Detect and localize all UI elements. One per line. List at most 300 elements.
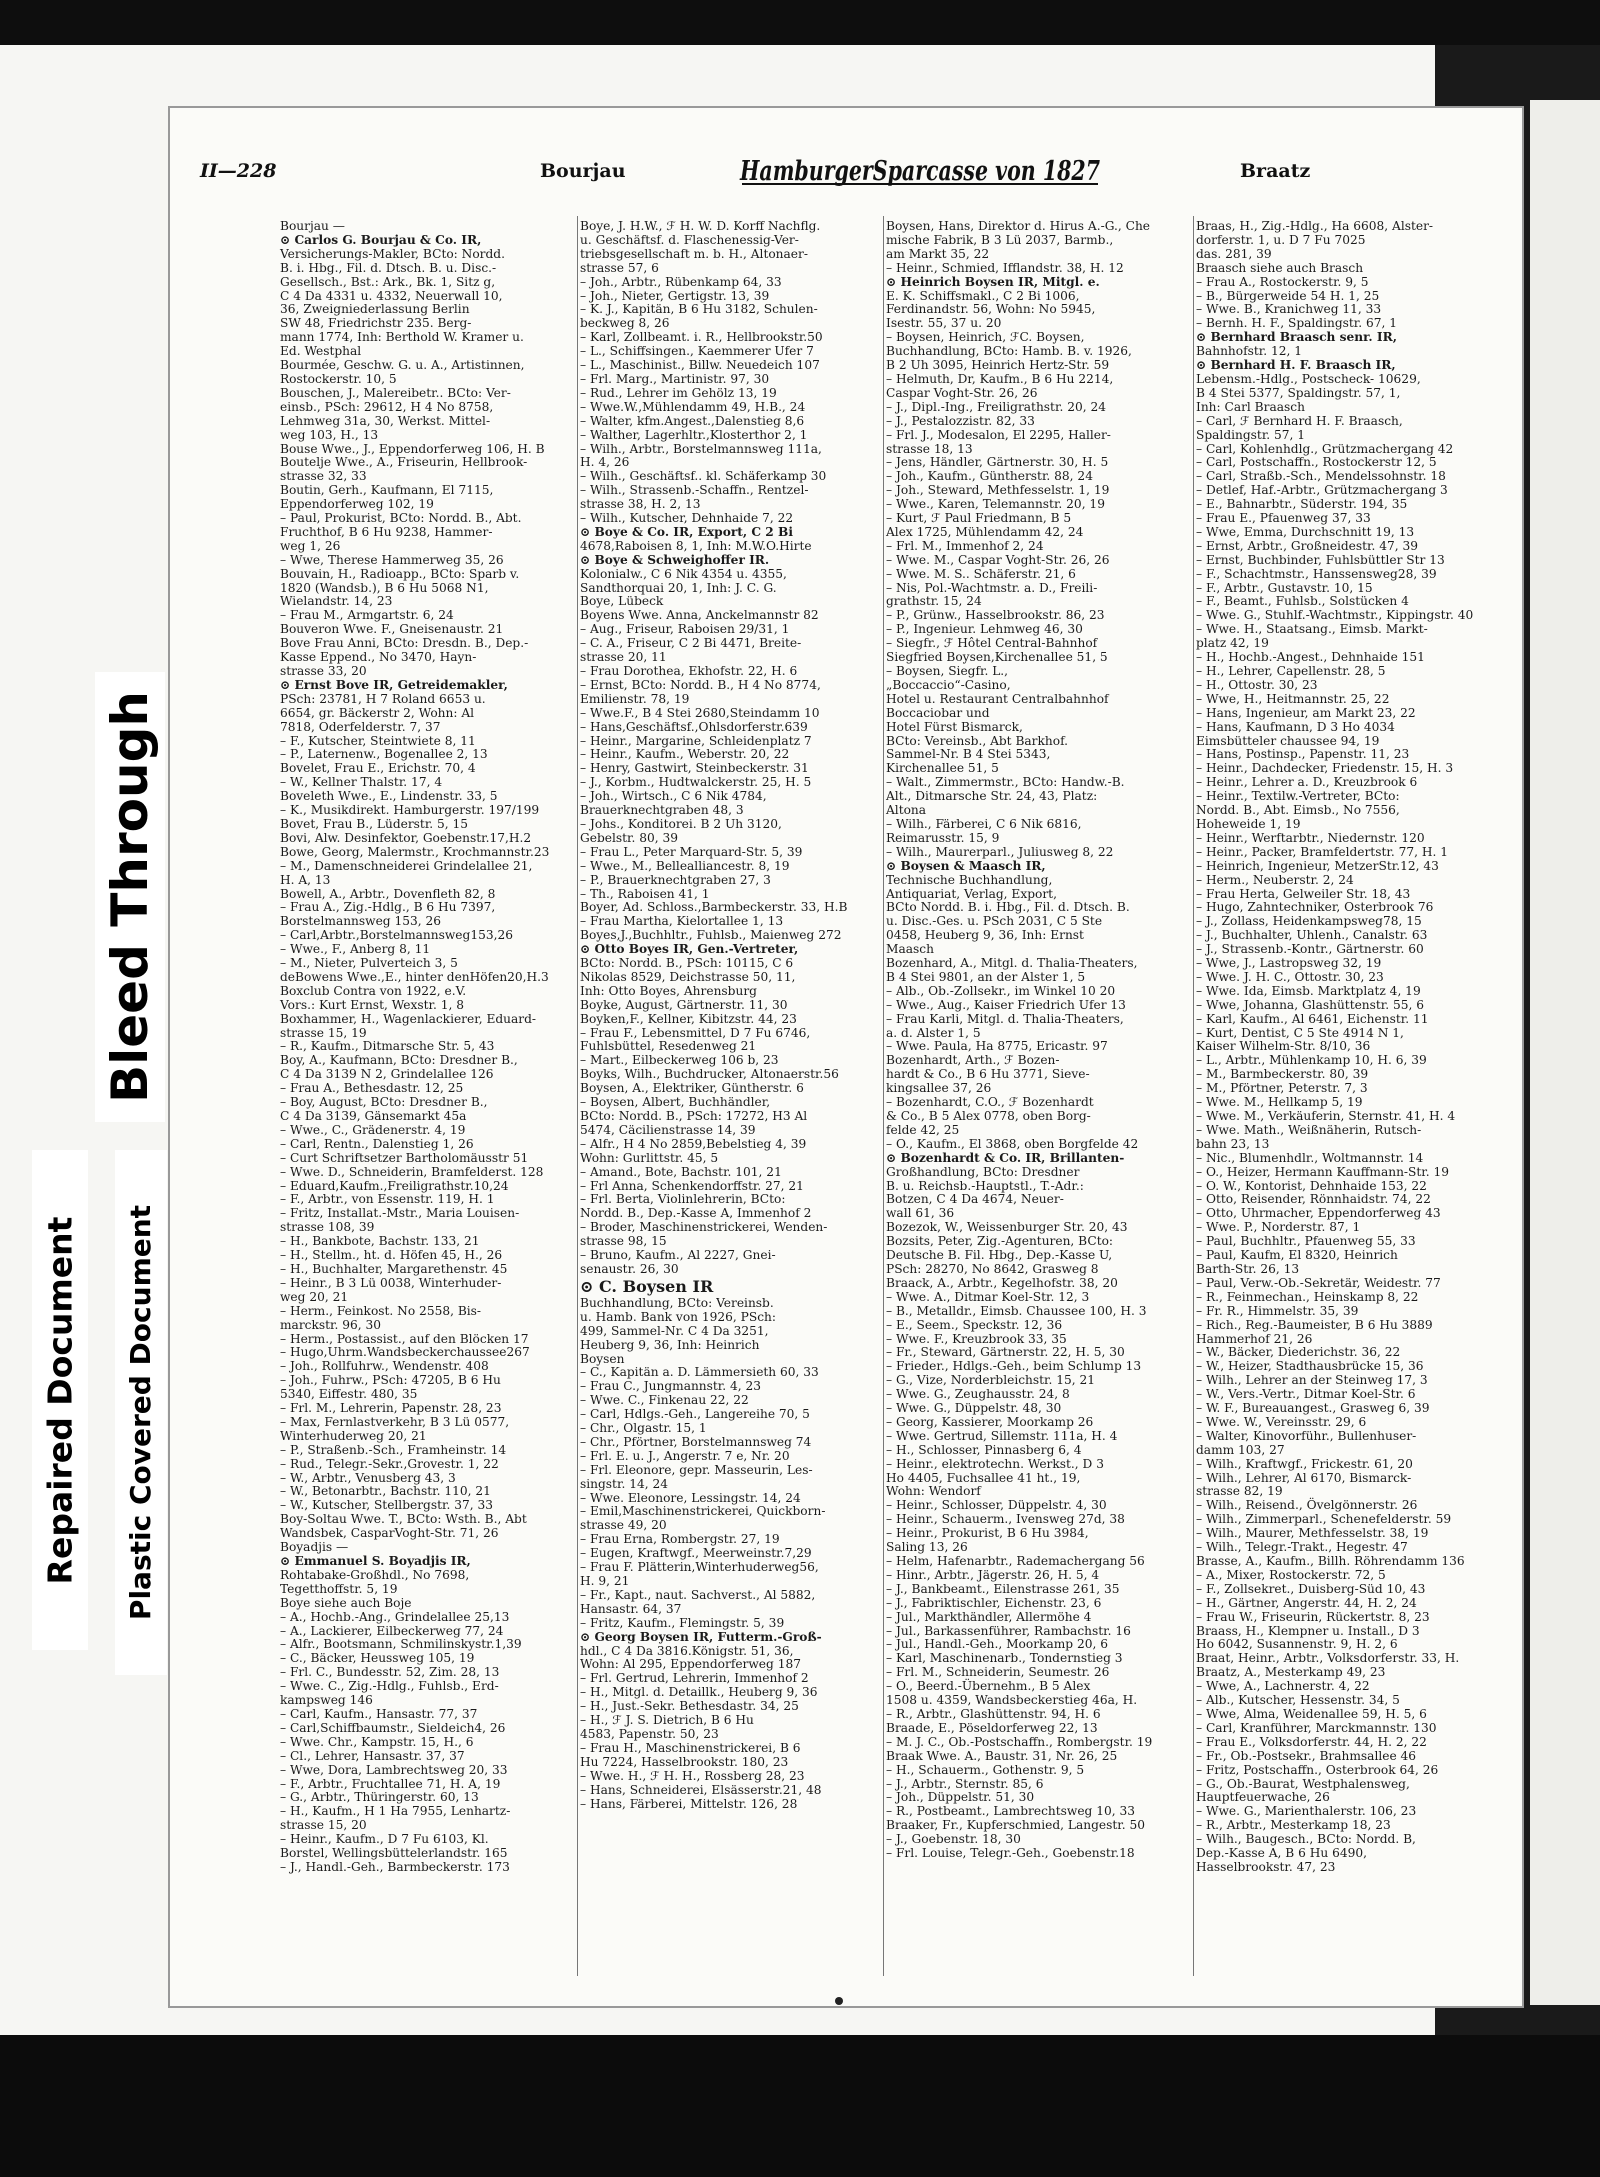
directory-entry-line: Kirchenallee 51, 5 — [886, 761, 999, 776]
directory-entry-line: – A., Hochb.-Ang., Grindelallee 25,13 — [280, 1609, 510, 1624]
directory-entry-line: – R., Feinmechan., Heinskamp 8, 22 — [1196, 1289, 1419, 1304]
directory-entry-line: – Frau F., Lebensmittel, D 7 Fu 6746, — [580, 1025, 811, 1040]
directory-entry-line: – Carl, Rentn., Dalenstieg 1, 26 — [280, 1136, 474, 1151]
directory-entry-line: Boccaciobar und — [886, 705, 990, 720]
directory-entry-line: – H., Just.-Sekr. Bethesdastr. 34, 25 — [580, 1699, 799, 1714]
directory-entry-line: – Frl. M., Schneiderin, Seumestr. 26 — [886, 1665, 1110, 1680]
directory-entry-line: B. i. Hbg., Fil. d. Dtsch. B. u. Disc.- — [280, 260, 497, 275]
directory-entry-line: Kasse Eppend., No 3470, Hayn- — [280, 650, 477, 665]
directory-entry-line: – Wwe. G., Zeughausstr. 24, 8 — [886, 1387, 1070, 1402]
directory-entry-line: – Georg, Kassierer, Moorkamp 26 — [886, 1414, 1094, 1429]
directory-entry-line: – Heinr., Kaufm., D 7 Fu 6103, Kl. — [280, 1832, 489, 1847]
directory-entry-line: ⊙ Carlos G. Bourjau & Co. IR, — [280, 232, 482, 247]
directory-entry-line: – Wilh., Färberei, C 6 Nik 6816, — [886, 816, 1082, 831]
directory-entry-line: – W., Bäcker, Diederichstr. 36, 22 — [1196, 1345, 1401, 1360]
directory-entry-line: – P., Ingenieur. Lehmweg 46, 30 — [886, 622, 1083, 637]
column-2 — [580, 220, 882, 1970]
directory-entry-line: – R., Kaufm., Ditmarsche Str. 5, 43 — [280, 1039, 495, 1054]
repaired-document-label: Repaired Document — [32, 1150, 88, 1650]
directory-entry-line: B 4 Stei 5377, Spaldingstr. 57, 1, — [1196, 385, 1401, 400]
directory-entry-line: – Frau A., Zig.-Hdlg., B 6 Hu 7397, — [280, 900, 496, 915]
directory-entry-line: Bozenhard, A., Mitgl. d. Thalia-Theaters, — [886, 956, 1138, 971]
directory-entry-line: Boxhammer, H., Wagenlackierer, Eduard- — [280, 1011, 537, 1026]
directory-entry-line: – Joh., Steward, Methfesselstr. 1, 19 — [886, 483, 1110, 498]
directory-entry-line: Hoheweide 1, 19 — [1196, 816, 1301, 831]
directory-entry-line: B 2 Uh 3095, Heinrich Hertz-Str. 59 — [886, 358, 1110, 373]
directory-entry-line: 4583, Papenstr. 50, 23 — [580, 1726, 719, 1741]
directory-entry-line: 36, Zweigniederlassung Berlin — [280, 302, 470, 317]
directory-entry-line: Boyke, August, Gärtnerstr. 11, 30 — [580, 997, 788, 1012]
directory-entry-line: Wielandstr. 14, 23 — [280, 594, 393, 609]
directory-entry-line: 0458, Heuberg 9, 36, Inh: Ernst — [886, 928, 1084, 943]
directory-entry-line: – H., Hochb.-Angest., Dehnhaide 151 — [1196, 650, 1425, 665]
directory-entry-line: – Eduard,Kaufm.,Freiligrathstr.10,24 — [280, 1178, 509, 1193]
directory-entry-line: strasse 38, H. 2, 13 — [580, 497, 701, 512]
directory-entry-line: ⊙ Heinrich Boysen IR, Mitgl. e. — [886, 274, 1100, 289]
directory-entry-line: Inh: Otto Boyes, Ahrensburg — [580, 983, 757, 998]
directory-entry-line: – W. F., Bureauangest., Grasweg 6, 39 — [1196, 1401, 1430, 1416]
directory-entry-line: – Carl, Postschaffn., Rostockerstr 12, 5 — [1196, 455, 1437, 470]
directory-entry-line: – Frl. Gertrud, Lehrerin, Immenhof 2 — [580, 1671, 809, 1686]
directory-entry-line: – Fritz, Kaufm., Flemingstr. 5, 39 — [580, 1615, 785, 1630]
directory-entry-line: – O., Beerd.-Übernehm., B 5 Alex — [886, 1679, 1091, 1694]
directory-entry-line: – Wwe. G., Düppelstr. 48, 30 — [886, 1401, 1062, 1416]
directory-entry-line: Bovelet, Frau E., Erichstr. 70, 4 — [280, 761, 476, 776]
directory-entry-line: Sammel-Nr. B 4 Stei 5343, — [886, 747, 1051, 762]
directory-entry-line: Borstel, Wellingsbüttelerlandstr. 165 — [280, 1846, 508, 1861]
directory-entry-line: – Wwe. Paula, Ha 8775, Ericastr. 97 — [886, 1039, 1108, 1054]
directory-entry-line: – Frl. Eleonore, gepr. Masseurin, Les- — [580, 1462, 813, 1477]
directory-entry-line: Boutin, Gerh., Kaufmann, El 7115, — [280, 483, 494, 498]
directory-entry-line: – O. W., Kontorist, Dehnhaide 153, 22 — [1196, 1178, 1427, 1193]
directory-entry-line: Bowell, A., Arbtr., Dovenfleth 82, 8 — [280, 886, 496, 901]
directory-entry-line: 5474, Cäcilienstrasse 14, 39 — [580, 1122, 756, 1137]
directory-entry-line: – P., Straßenb.-Sch., Framheinstr. 14 — [280, 1442, 507, 1457]
page-header — [200, 148, 1500, 198]
directory-entry-line: – Paul, Buchhltr., Pfauenweg 55, 33 — [1196, 1234, 1416, 1249]
directory-entry-line: am Markt 35, 22 — [886, 246, 990, 261]
directory-entry-line: – Heinrich, Ingenieur, MetzerStr.12, 43 — [1196, 858, 1439, 873]
directory-entry-line: strasse 108, 39 — [280, 1220, 375, 1235]
directory-entry-line: – Karl, Zollbeamt. i. R., Hellbrookstr.50 — [580, 330, 823, 345]
directory-entry-line: – Herm., Postassist., auf den Blöcken 17 — [280, 1331, 529, 1346]
directory-entry-line: – Frl. C., Bundesstr. 52, Zim. 28, 13 — [280, 1665, 500, 1680]
directory-entry-line: Braaker, Fr., Kupferschmied, Langestr. 50 — [886, 1818, 1146, 1833]
directory-entry-line: – Frau F. Plätterin,Winterhuderweg56, — [580, 1560, 819, 1575]
directory-entry-line: ⊙ Georg Boysen IR, Futterm.-Groß- — [580, 1629, 822, 1644]
directory-entry-line: weg 1, 26 — [280, 538, 341, 553]
directory-entry-line: – Wwe. F., Kreuzbrook 33, 35 — [886, 1331, 1067, 1346]
directory-entry-line: – H., Kaufm., H 1 Ha 7955, Lenhartz- — [280, 1804, 511, 1819]
directory-entry-line: – Wwe, Alma, Weidenallee 59, H. 5, 6 — [1196, 1706, 1427, 1721]
directory-entry-line: Gebelstr. 80, 39 — [580, 830, 679, 845]
directory-entry-line: – Frl. M., Immenhof 2, 24 — [886, 538, 1044, 553]
directory-entry-line: einsb., PSch: 29612, H 4 No 8758, — [280, 399, 494, 414]
directory-entry-line: Boyes,J.,Buchhltr., Fuhlsb., Maienweg 272 — [580, 928, 842, 943]
directory-entry-line: Boye siehe auch Boje — [280, 1595, 412, 1610]
directory-entry-line: Technische Buchhandlung, — [886, 872, 1053, 887]
directory-entry-line: – Joh., Rollfuhrw., Wendenstr. 408 — [280, 1359, 489, 1374]
directory-entry-line: – Rud., Telegr.-Sekr.,Grovestr. 1, 22 — [280, 1456, 499, 1471]
directory-entry-line: u. Geschäftsf. d. Flaschenessig-Ver- — [580, 232, 799, 247]
directory-entry-line: – Ernst, BCto: Nordd. B., H 4 No 8774, — [580, 677, 821, 692]
directory-entry-line: Sandthorquai 20, 1, Inh: J. C. G. — [580, 580, 777, 595]
directory-entry-line: – Joh., Nieter, Gertigstr. 13, 39 — [580, 288, 770, 303]
directory-entry-line: Bouveron Wwe. F., Gneisenaustr. 21 — [280, 622, 504, 637]
directory-entry-line: – Walter, Kinovorführ., Bullenhuser- — [1196, 1428, 1417, 1443]
directory-entry-line: – Carl,Schiffbaumstr., Sieldeich4, 26 — [280, 1720, 506, 1735]
directory-entry-line: beckweg 8, 26 — [580, 316, 670, 331]
directory-entry-line: – Wwe, Johanna, Glashüttenstr. 55, 6 — [1196, 997, 1425, 1012]
directory-entry-line: – Heinr., Prokurist, B 6 Hu 3984, — [886, 1526, 1089, 1541]
directory-entry-line: – R., Arbtr., Mesterkamp 18, 23 — [1196, 1818, 1391, 1833]
directory-entry-line: – Chr., Pförtner, Borstelmannsweg 74 — [580, 1434, 812, 1449]
directory-entry-line: kampsweg 146 — [280, 1693, 373, 1708]
directory-entry-line: – Eugen, Kraftwgf., Meerweinstr.7,29 — [580, 1546, 812, 1561]
directory-entry-line: – Wwe. J. H. C., Ottostr. 30, 23 — [1196, 969, 1384, 984]
directory-entry-line: ⊙ C. Boysen IR — [580, 1276, 714, 1296]
directory-entry-line: – Wwe., M., Bellealliancestr. 8, 19 — [580, 858, 790, 873]
directory-entry-line: strasse 98, 15 — [580, 1234, 667, 1249]
directory-entry-line: – Fr., Steward, Gärtnerstr. 22, H. 5, 30 — [886, 1345, 1125, 1360]
directory-entry-line: – O., Kaufm., El 3868, oben Borgfelde 42 — [886, 1136, 1139, 1151]
directory-entry-line: Fuhlsbüttel, Resedenweg 21 — [580, 1039, 757, 1054]
directory-entry-line: – Hans, Kaufmann, D 3 Ho 4034 — [1196, 719, 1395, 734]
directory-entry-line: – Wwe. M., Verkäuferin, Sternstr. 41, H. 4 — [1196, 1109, 1456, 1123]
directory-entry-line: BCto: Vereinsb., Abt Barkhof. — [886, 733, 1069, 748]
logo-text: HamburgerSparcasse von 1827 — [739, 156, 1101, 187]
directory-entry-line: – Joh., Wirtsch., C 6 Nik 4784, — [580, 789, 767, 804]
directory-entry-line: – Hans, Färberei, Mittelstr. 126, 28 — [580, 1796, 798, 1811]
directory-entry-line: – Wilh., Telegr.-Trakt., Hegestr. 47 — [1196, 1540, 1408, 1555]
directory-entry-line: Buchhandlung, BCto: Vereinsb. — [580, 1295, 774, 1310]
directory-entry-line: – H., Gärtner, Angerstr. 44, H. 2, 24 — [1196, 1595, 1417, 1610]
directory-entry-line: – Fritz, Installat.-Mstr., Maria Louisen- — [280, 1206, 520, 1221]
directory-entry-line: Emilienstr. 78, 19 — [580, 691, 690, 706]
directory-entry-line: 5340, Eiffestr. 480, 35 — [280, 1387, 418, 1402]
directory-entry-line: – F., Zollsekret., Duisberg-Süd 10, 43 — [1196, 1581, 1426, 1596]
directory-entry-line: ⊙ Otto Boyes IR, Gen.-Vertreter, — [580, 942, 799, 957]
directory-entry-line: – Hans, Schneiderei, Elsässerstr.21, 48 — [580, 1782, 822, 1797]
directory-entry-line: – R., Arbtr., Glashüttenstr. 94, H. 6 — [886, 1706, 1101, 1721]
directory-entry-line: – Jul., Handl.-Geh., Moorkamp 20, 6 — [886, 1637, 1108, 1652]
directory-entry-line: – Boy, August, BCto: Dresdner B., — [280, 1095, 488, 1110]
directory-entry-line: – F., Beamt., Fuhlsb., Solstücken 4 — [1196, 594, 1409, 609]
directory-entry-line: – Wilh., Kutscher, Dehnhaide 7, 22 — [580, 511, 794, 526]
directory-entry-line: marckstr. 96, 30 — [280, 1317, 382, 1332]
directory-entry-line: Versicherungs-Makler, BCto: Nordd. — [280, 246, 505, 261]
directory-entry-line: – Wwe, A., Lachnerstr. 4, 22 — [1196, 1679, 1370, 1694]
directory-entry-line: – Heinr., Lehrer a. D., Kreuzbrook 6 — [1196, 775, 1418, 790]
directory-entry-line: u. Hamb. Bank von 1926, PSch: — [580, 1309, 776, 1324]
directory-entry-line: Boy-Soltau Wwe. T., BCto: Wsth. B., Abt — [280, 1512, 527, 1527]
directory-entry-line: B. u. Reichsb.-Hauptstl., T.-Adr.: — [886, 1178, 1084, 1193]
right-guide-word: Braatz — [1240, 160, 1311, 182]
directory-entry-line: BCto: Nordd. B., PSch: 17272, H3 Al — [580, 1109, 808, 1123]
directory-entry-line: Alex 1725, Mühlendamm 42, 24 — [886, 524, 1084, 539]
directory-entry-line: C 4 Da 3139 N 2, Grindelallee 126 — [280, 1067, 494, 1082]
directory-entry-line: – Wwe. M., Caspar Voght-Str. 26, 26 — [886, 552, 1110, 567]
directory-entry-line: Hauptfeuerwache, 26 — [1196, 1790, 1330, 1805]
directory-entry-line: – W., Vers.-Vertr., Ditmar Koel-Str. 6 — [1196, 1387, 1416, 1402]
directory-entry-line: – O., Heizer, Hermann Kauffmann-Str. 19 — [1196, 1164, 1450, 1179]
directory-entry-line: – J., Handl.-Geh., Barmbeckerstr. 173 — [280, 1859, 510, 1874]
directory-entry-line: Boysen — [580, 1351, 625, 1366]
directory-entry-line: – Broder, Maschinenstrickerei, Wenden- — [580, 1220, 828, 1235]
directory-entry-line: – Wilh., Strassenb.-Schaffn., Rentzel- — [580, 483, 809, 498]
directory-entry-line: – M. J. C., Ob.-Postschaffn., Rombergstr. 19 — [886, 1734, 1153, 1749]
directory-entry-line: – Fr. R., Himmelstr. 35, 39 — [1196, 1303, 1359, 1318]
directory-entry-line: – Wilh., Zimmerparl., Schenefelderstr. 59 — [1196, 1512, 1452, 1527]
directory-entry-line: deBowens Wwe.,E., hinter denHöfen20,H.3 — [280, 969, 549, 984]
directory-entry-line: – F., Arbtr., Gustavstr. 10, 15 — [1196, 580, 1373, 595]
directory-entry-line: – M., Barmbeckerstr. 80, 39 — [1196, 1067, 1369, 1082]
directory-entry-line: Brauerknechtgraben 48, 3 — [580, 803, 744, 818]
directory-entry-line: – C., Bäcker, Heussweg 105, 19 — [280, 1651, 475, 1666]
directory-entry-line: Heuberg 9, 36, Inh: Heinrich — [580, 1337, 760, 1352]
directory-entry-line: ⊙ Emmanuel S. Boyadjis IR, — [280, 1554, 471, 1568]
directory-entry-line: – Joh., Kaufm., Güntherstr. 88, 24 — [886, 469, 1093, 484]
directory-entry-line: – Wilh., Lehrer, Al 6170, Bismarck- — [1196, 1470, 1412, 1485]
directory-entry-line: strasse 15, 19 — [280, 1025, 367, 1040]
directory-entry-line: – Hans, Postinsp., Papenstr. 11, 23 — [1196, 747, 1410, 762]
directory-entry-line: – Paul, Kaufm, El 8320, Heinrich — [1196, 1248, 1398, 1263]
directory-entry-line: – Frau L., Peter Marquard-Str. 5, 39 — [580, 844, 803, 859]
directory-entry-line: Wohn: Wendorf — [886, 1484, 981, 1499]
directory-entry-line: ⊙ Boysen & Maasch IR, — [886, 858, 1046, 873]
directory-entry-line: – Wwe. H., ℱ H. H., Rossberg 28, 23 — [580, 1768, 805, 1783]
directory-entry-line: – K., Musikdirekt. Hamburgerstr. 197/199 — [280, 803, 540, 818]
directory-entry-line: Eimsbütteler chaussee 94, 19 — [1196, 733, 1380, 748]
directory-entry-line: – J., Fabriktischler, Eichenstr. 23, 6 — [886, 1595, 1102, 1610]
column-1 — [280, 220, 576, 1970]
directory-entry-line: – Nic., Blumenhdlr., Woltmannstr. 14 — [1196, 1150, 1424, 1165]
directory-entry-line: Lehmweg 31a, 30, Werkst. Mittel- — [280, 413, 491, 428]
directory-entry-line: – Frl Anna, Schenkendorffstr. 27, 21 — [580, 1178, 804, 1193]
directory-entry-line: – Heinr., Werftarbtr., Niedernstr. 120 — [1196, 830, 1425, 845]
directory-entry-line: C 4 Da 4331 u. 4332, Neuerwall 10, — [280, 288, 503, 303]
directory-entry-line: – Wilh., Arbtr., Borstelmannsweg 111a, — [580, 441, 822, 456]
directory-entry-line: Barth-Str. 26, 13 — [1196, 1261, 1300, 1276]
directory-entry-line: – J., Goebenstr. 18, 30 — [886, 1832, 1021, 1847]
directory-entry-line: Vors.: Kurt Ernst, Wexstr. 1, 8 — [280, 997, 464, 1012]
directory-entry-line: Braatz, A., Mesterkamp 49, 23 — [1196, 1665, 1386, 1680]
directory-entry-line: – Wwe., C., Grädenerstr. 4, 19 — [280, 1122, 466, 1137]
directory-entry-line: – Hans, Ingenieur, am Markt 23, 22 — [1196, 705, 1416, 720]
directory-entry-line: – Frau W., Friseurin, Rückertstr. 8, 23 — [1196, 1609, 1430, 1624]
directory-entry-line: – Jens, Händler, Gärtnerstr. 30, H. 5 — [886, 455, 1109, 470]
left-guide-word: Bourjau — [540, 160, 626, 182]
directory-entry-line: Braade, E., Pöseldorferweg 22, 13 — [886, 1720, 1098, 1735]
directory-entry-line: Boysen, A., Elektriker, Güntherstr. 6 — [580, 1081, 804, 1096]
directory-entry-line: – Heinr., elektrotechn. Werkst., D 3 — [886, 1456, 1104, 1471]
directory-entry-line: Maasch — [886, 942, 934, 957]
directory-entry-line: – Wwe. W., Vereinsstr. 29, 6 — [1196, 1414, 1367, 1429]
directory-entry-line: – Emil,Maschinenstrickerei, Quickborn- — [580, 1504, 826, 1519]
directory-entry-line: Boyadjis — — [280, 1540, 349, 1555]
directory-entry-line: mische Fabrik, B 3 Lü 2037, Barmb., — [886, 232, 1114, 247]
directory-entry-line: – K. J., Kapitän, B 6 Hu 3182, Schulen- — [580, 302, 818, 317]
directory-entry-line: Tegetthoffstr. 5, 19 — [280, 1581, 398, 1596]
directory-entry-line: – Hinr., Arbtr., Jägerstr. 26, H. 5, 4 — [886, 1567, 1100, 1582]
directory-entry-line: – W., Kellner Thalstr. 17, 4 — [280, 775, 443, 790]
directory-entry-line: PSch: 28270, No 8642, Grasweg 8 — [886, 1261, 1099, 1276]
directory-entry-line: Antiquariat, Verlag, Export, — [886, 886, 1057, 901]
directory-entry-line: – Frau Karli, Mitgl. d. Thalia-Theaters, — [886, 1011, 1124, 1026]
directory-entry-line: – Heinr., Dachdecker, Friedenstr. 15, H. 3 — [1196, 761, 1454, 776]
directory-entry-line: Bovi, Alw. Desinfektor, Goebenstr.17,H.2 — [280, 830, 532, 845]
directory-entry-line: – Siegfr., ℱ Hôtel Central-Bahnhof — [886, 636, 1098, 651]
directory-entry-line: – W., Heizer, Stadthausbrücke 15, 36 — [1196, 1359, 1424, 1374]
directory-entry-line: – Herm., Feinkost. No 2558, Bis- — [280, 1303, 482, 1318]
directory-entry-line: – H., Stellm., ht. d. Höfen 45, H., 26 — [280, 1248, 503, 1263]
directory-entry-line: 1508 u. 4359, Wandsbeckerstieg 46a, H. — [886, 1693, 1138, 1708]
directory-entry-line: – Carl, Straßb.-Sch., Mendelssohnstr. 18 — [1196, 469, 1446, 484]
directory-entry-line: – Jul., Markthändler, Allermöhe 4 — [886, 1609, 1092, 1624]
directory-entry-line: – Heinr., Margarine, Schleidenplatz 7 — [580, 733, 812, 748]
directory-entry-line: Eppendorferweg 102, 19 — [280, 497, 434, 512]
directory-entry-line: 4678,Raboisen 8, 1, Inh: M.W.O.Hirte — [580, 538, 812, 553]
directory-entry-line: – Alfr., Bootsmann, Schmilinskystr.1,39 — [280, 1637, 522, 1652]
directory-entry-line: platz 42, 19 — [1196, 636, 1269, 651]
directory-entry-line: – Boysen, Albert, Buchhändler, — [580, 1095, 771, 1110]
directory-entry-line: – Carl, Kaufm., Hansastr. 77, 37 — [280, 1706, 478, 1721]
directory-entry-line: Boye, J. H.W., ℱ H. W. D. Korff Nachflg. — [580, 219, 821, 233]
directory-entry-line: – Frau Erna, Rombergstr. 27, 19 — [580, 1532, 780, 1547]
directory-entry-line: – Frl. J., Modesalon, El 2295, Haller- — [886, 427, 1111, 442]
directory-entry-line: Spaldingstr. 57, 1 — [1196, 427, 1306, 442]
print-mark — [835, 1997, 843, 2005]
directory-entry-line: Boye, Lübeck — [580, 594, 664, 609]
directory-entry-line: – Kurt, Dentist, C 5 Ste 4914 N 1, — [1196, 1025, 1404, 1040]
directory-entry-line: Braass, H., Klempner u. Install., D 3 — [1196, 1623, 1420, 1638]
directory-entry-line: – Joh., Arbtr., Rübenkamp 64, 33 — [580, 274, 782, 289]
directory-entry-line: – Wwe, Therese Hammerweg 35, 26 — [280, 552, 504, 567]
directory-entry-line: – Heinr., Schauerm., Ivensweg 27d, 38 — [886, 1512, 1125, 1527]
directory-entry-line: Rohtabake-Großhdl., No 7698, — [280, 1567, 470, 1582]
directory-entry-line: Deutsche B. Fil. Hbg., Dep.-Kasse U, — [886, 1248, 1113, 1263]
entry-columns — [170, 220, 1526, 1980]
directory-entry-line: – J., Korbm., Hudtwalckerstr. 25, H. 5 — [580, 775, 812, 790]
directory-entry-line: – Jul., Barkassenführer, Rambachstr. 16 — [886, 1623, 1131, 1638]
directory-entry-line: – H., Schlosser, Pinnasberg 6, 4 — [886, 1442, 1082, 1457]
directory-entry-line: Bouschen, J., Malereibetr.. BCto: Ver- — [280, 385, 511, 400]
directory-entry-line: – Wilh., Kraftwgf., Frickestr. 61, 20 — [1196, 1456, 1413, 1471]
directory-entry-line: – Wwe. A., Ditmar Koel-Str. 12, 3 — [886, 1289, 1090, 1304]
directory-entry-line: – Carl, Hdlgs.-Geh., Langereihe 70, 5 — [580, 1407, 810, 1422]
directory-entry-line: B 4 Stei 9801, an der Alster 1, 5 — [886, 969, 1086, 984]
directory-entry-line: – R., Postbeamt., Lambrechtsweg 10, 33 — [886, 1804, 1135, 1819]
directory-entry-line: – Joh., Düppelstr. 51, 30 — [886, 1790, 1035, 1805]
directory-entry-line: Fruchthof, B 6 Hu 9238, Hammer- — [280, 524, 493, 539]
directory-entry-line: strasse 57, 6 — [580, 260, 659, 275]
directory-entry-line: strasse 32, 33 — [280, 469, 367, 484]
directory-entry-line: – Wwe. Math., Weißnäherin, Rutsch- — [1196, 1122, 1422, 1137]
directory-entry-line: Nordd. B., Dep.-Kasse A, Immenhof 2 — [580, 1206, 812, 1221]
directory-entry-line: u. Disc.-Ges. u. PSch 2031, C 5 Ste — [886, 914, 1103, 929]
directory-entry-line: – B., Bürgerweide 54 H. 1, 25 — [1196, 288, 1380, 303]
column-3 — [886, 220, 1192, 1970]
directory-entry-line: – Wilh., Baugesch., BCto: Nordd. B, — [1196, 1832, 1416, 1847]
directory-entry-line: – G., Vize, Norderbleichstr. 15, 21 — [886, 1373, 1096, 1388]
directory-entry-line: Bovet, Frau B., Lüderstr. 5, 15 — [280, 816, 469, 831]
directory-entry-line: Saling 13, 26 — [886, 1540, 968, 1555]
directory-entry-line: a. d. Alster 1, 5 — [886, 1025, 981, 1040]
directory-entry-line: – Detlef, Haf.-Arbtr., Grützmachergang 3 — [1196, 483, 1448, 498]
directory-entry-line: H. 4, 26 — [580, 455, 630, 470]
directory-entry-line: – Hugo, Zahntechniker, Osterbrook 76 — [1196, 900, 1434, 915]
directory-entry-line: Boy, A., Kaufmann, BCto: Dresdner B., — [280, 1053, 518, 1068]
directory-entry-line: felde 42, 25 — [886, 1122, 960, 1137]
directory-entry-line: – Wwe. Chr., Kampstr. 15, H., 6 — [280, 1734, 474, 1749]
directory-entry-line: damm 103, 27 — [1196, 1442, 1285, 1457]
directory-entry-line: strasse 15, 20 — [280, 1818, 367, 1833]
directory-entry-line: – Amand., Bote, Bachstr. 101, 21 — [580, 1164, 782, 1179]
directory-entry-line: – W., Kutscher, Stellbergstr. 37, 33 — [280, 1498, 493, 1513]
directory-entry-line: Ed. Westphal — [280, 344, 362, 359]
directory-entry-line: Braas, H., Zig.-Hdlg., Ha 6608, Alster- — [1196, 219, 1434, 233]
directory-entry-line: – J., Arbtr., Sternstr. 85, 6 — [886, 1776, 1044, 1791]
directory-entry-line: – Frau A., Rostockerstr. 9, 5 — [1196, 274, 1369, 289]
directory-entry-line: – Wwe. M., Hellkamp 5, 19 — [1196, 1095, 1363, 1110]
directory-entry-line: – Wwe, Emma, Durchschnitt 19, 13 — [1196, 524, 1415, 539]
directory-entry-line: Bahnhofstr. 12, 1 — [1196, 344, 1303, 359]
directory-entry-line: – H., Lehrer, Capellenstr. 28, 5 — [1196, 664, 1386, 678]
directory-entry-line: – W., Betonarbtr., Bachstr. 110, 21 — [280, 1484, 491, 1499]
directory-entry-line: – Th., Raboisen 41, 1 — [580, 886, 710, 901]
directory-entry-line: strasse 33, 20 — [280, 664, 367, 678]
directory-entry-line: Hammerhof 21, 26 — [1196, 1331, 1313, 1346]
directory-entry-line: – Boysen, Heinrich, ℱC. Boysen, — [886, 330, 1085, 345]
directory-entry-line: Alt., Ditmarsche Str. 24, 43, Platz: — [886, 789, 1098, 804]
directory-entry-line: – Alb., Kutscher, Hessenstr. 34, 5 — [1196, 1693, 1400, 1708]
directory-entry-line: – Wilh., Geschäftsf.. kl. Schäferkamp 30 — [580, 469, 827, 484]
directory-entry-line: – Wwe. H., Staatsang., Eimsb. Markt- — [1196, 622, 1428, 637]
directory-entry-line: – Mart., Eilbeckerweg 106 b, 23 — [580, 1053, 779, 1068]
directory-entry-line: Rostockerstr. 10, 5 — [280, 371, 397, 386]
directory-entry-line: Borstelmannsweg 153, 26 — [280, 914, 441, 929]
directory-entry-line: ⊙ Ernst Bove IR, Getreidemakler, — [280, 677, 508, 692]
directory-entry-line: weg 103, H., 13 — [280, 427, 379, 442]
directory-entry-line: – Johs., Konditorei. B 2 Uh 3120, — [580, 816, 782, 831]
directory-entry-line: ⊙ Bernhard H. F. Braasch IR, — [1196, 358, 1396, 373]
directory-entry-line: – Henry, Gastwirt, Steinbeckerstr. 31 — [580, 761, 809, 776]
directory-entry-line: – Frau A., Bethesdastr. 12, 25 — [280, 1081, 464, 1096]
directory-entry-line: Dep.-Kasse A, B 6 Hu 6490, — [1196, 1846, 1367, 1861]
directory-entry-line: hdl., C 4 Da 3816.Königstr. 51, 36, — [580, 1643, 794, 1658]
directory-page — [168, 106, 1524, 2008]
directory-entry-line: Wohn: Gurlittstr. 45, 5 — [580, 1150, 719, 1165]
directory-entry-line: – Wwe, Dora, Lambrechtsweg 20, 33 — [280, 1762, 508, 1777]
directory-entry-line: – Wwe, H., Heitmannstr. 25, 22 — [1196, 691, 1390, 706]
directory-entry-line: ⊙ Bozenhardt & Co. IR, Brillanten- — [886, 1150, 1125, 1165]
directory-entry-line: Isestr. 55, 37 u. 20 — [886, 316, 1002, 331]
directory-entry-line: strasse 18, 13 — [886, 441, 973, 456]
directory-entry-line: – Fritz, Postschaffn., Osterbrook 64, 26 — [1196, 1762, 1439, 1777]
directory-entry-line: – H., Schauerm., Gothenstr. 9, 5 — [886, 1762, 1085, 1777]
directory-entry-line: Nikolas 8529, Deichstrasse 50, 11, — [580, 969, 796, 984]
directory-entry-line: – Ernst, Arbtr., Großneidestr. 47, 39 — [1196, 538, 1419, 553]
directory-entry-line: Wohn: Al 295, Eppendorferweg 187 — [580, 1657, 801, 1672]
directory-entry-line: – Walther, Lagerhltr.,Klosterthor 2, 1 — [580, 427, 808, 442]
directory-entry-line: Caspar Voght-Str. 26, 26 — [886, 385, 1038, 400]
directory-entry-line: – Carl, Kohlenhdlg., Grützmachergang 42 — [1196, 441, 1454, 456]
directory-entry-line: Inh: Carl Braasch — [1196, 399, 1305, 414]
directory-entry-line: – J., Strassenb.-Kontr., Gärtnerstr. 60 — [1196, 942, 1424, 957]
directory-entry-line: – Heinr., Schmied, Ifflandstr. 38, H. 12 — [886, 260, 1124, 275]
directory-entry-line: – Hans,Geschäftsf.,Ohlsdorferstr.639 — [580, 719, 808, 734]
directory-entry-line: – Wwe., F., Anberg 8, 11 — [280, 942, 431, 957]
